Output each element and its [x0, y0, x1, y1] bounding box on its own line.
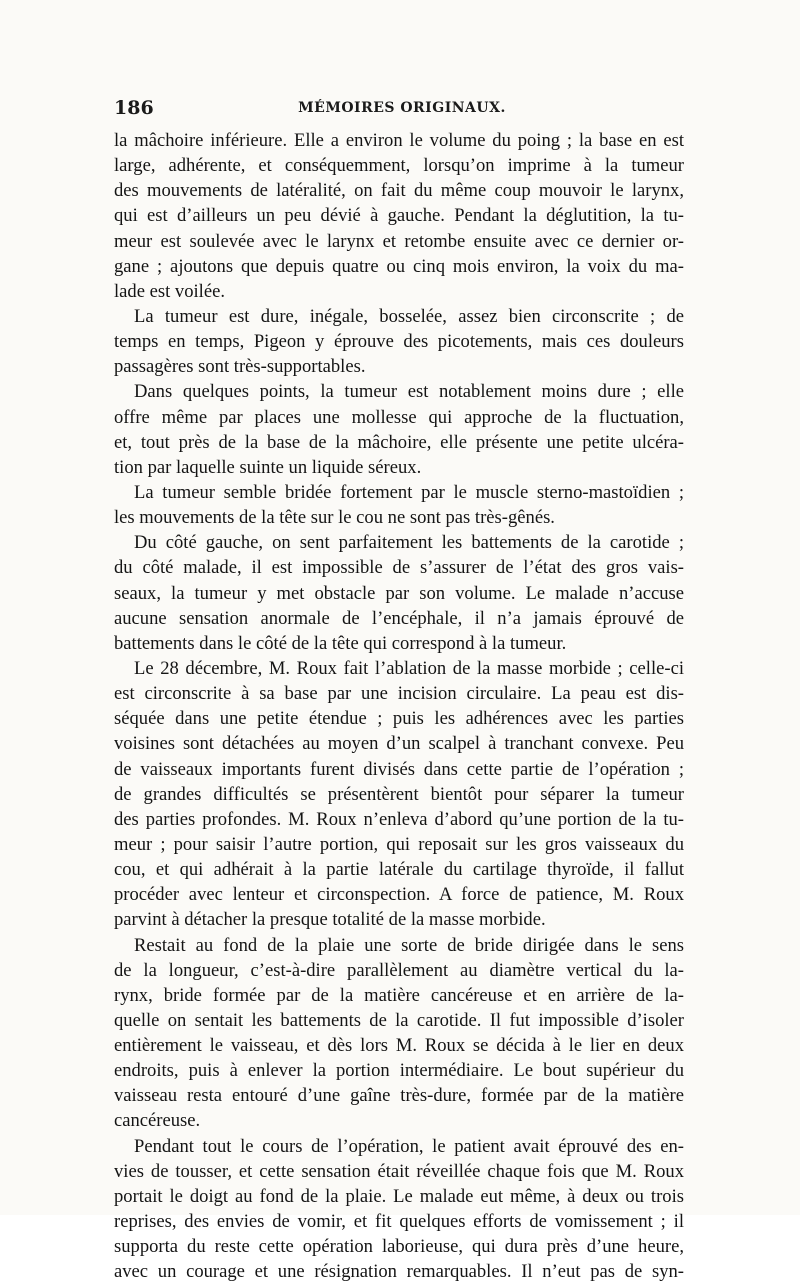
- text-line: lade est voilée.: [114, 280, 225, 302]
- text-line: Le 28 décembre, M. Roux fait l’ablation de la masse morbide ; celle-ci: [134, 657, 684, 679]
- text-line: Pendant tout le cours de l’opération, le patient avait éprouvé des en-: [134, 1135, 684, 1157]
- text-line: de grandes difficultés se présentèrent bientôt pour séparer la tumeur: [114, 783, 684, 805]
- text-line: reprises, des envies de vomir, et fit quelques efforts de vomissement ; il: [114, 1211, 684, 1233]
- text-line: large, adhérente, et conséquemment, lorsqu’on imprime à la tumeur: [114, 155, 684, 177]
- text-line: est circonscrite à sa base par une incision circulaire. La peau est dis-: [114, 683, 684, 705]
- text-line: de vaisseaux importants furent divisés dans cette partie de l’opération ;: [114, 758, 684, 780]
- text-line: temps en temps, Pigeon y éprouve des picotements, mais ces douleurs: [114, 331, 684, 353]
- text-line: cancéreuse.: [114, 1110, 201, 1132]
- text-line: meur ; pour saisir l’autre portion, qui reposait sur les gros vaisseaux du: [114, 833, 684, 855]
- text-line: Restait au fond de la plaie une sorte de bride dirigée dans le sens: [134, 934, 684, 956]
- text-line: les mouvements de la tête sur le cou ne sont pas très-gênés.: [114, 507, 555, 529]
- text-line: La tumeur semble bridée fortement par le muscle sterno-mastoïdien ;: [134, 481, 684, 503]
- text-line: et, tout près de la base de la mâchoire, elle présente une petite ulcéra-: [114, 431, 684, 453]
- text-line: du côté malade, il est impossible de s’assurer de l’état des gros vais-: [114, 557, 684, 579]
- text-line: passagères sont très-supportables.: [114, 356, 366, 378]
- text-line: procéder avec lenteur et circonspection. A force de patience, M. Roux: [114, 884, 684, 906]
- text-line: de la longueur, c’est-à-dire parallèlement au diamètre vertical du la-: [114, 959, 684, 981]
- text-line: entièrement le vaisseau, et dès lors M. Roux se décida à le lier en deux: [114, 1035, 684, 1057]
- text-line: endroits, puis à enlever la portion intermédiaire. Le bout supérieur du: [114, 1060, 684, 1082]
- text-line: voisines sont détachées au moyen d’un scalpel à tranchant convexe. Peu: [114, 733, 684, 755]
- text-line: cou, et qui adhérait à la partie latérale du cartilage thyroïde, il fallut: [114, 859, 684, 881]
- text-line: rynx, bride formée par de la matière cancéreuse et en arrière de la-: [114, 984, 684, 1006]
- text-line: la mâchoire inférieure. Elle a environ le volume du poing ; la base en est: [114, 130, 684, 151]
- text-line: des parties profondes. M. Roux n’enleva d’abord qu’une portion de la tu-: [114, 808, 684, 830]
- text-line: avec un courage et une résignation remarquables. Il n’eut pas de syn-: [114, 1261, 684, 1283]
- body-text: [114, 128, 684, 1284]
- text-line: offre même par places une mollesse qui approche de la fluctuation,: [114, 406, 684, 428]
- text-line: vaisseau resta entouré d’une gaîne très-dure, formée par de la matière: [114, 1085, 684, 1107]
- running-title: MÉMOIRES ORIGINAUX.: [298, 100, 506, 116]
- page-header: [114, 97, 690, 125]
- text-line: gane ; ajoutons que depuis quatre ou cinq mois environ, la voix du ma-: [114, 255, 684, 277]
- text-line: des mouvements de latéralité, on fait du même coup mouvoir le larynx,: [114, 180, 684, 202]
- text-line: battements dans le côté de la tête qui correspond à la tumeur.: [114, 632, 567, 654]
- text-line: séquée dans une petite étendue ; puis les adhérences avec les parties: [114, 708, 684, 730]
- text-line: Du côté gauche, on sent parfaitement les battements de la carotide ;: [134, 532, 684, 554]
- text-line: supporta du reste cette opération laborieuse, qui dura près d’une heure,: [114, 1236, 684, 1258]
- text-line: Dans quelques points, la tumeur est notablement moins dure ; elle: [134, 381, 684, 403]
- text-line: aucune sensation anormale de l’encéphale, il n’a jamais éprouvé de: [114, 607, 684, 629]
- text-line: quelle on sentait les battements de la carotide. Il fut impossible d’isoler: [114, 1009, 684, 1031]
- text-line: vies de tousser, et cette sensation était réveillée chaque fois que M. Roux: [114, 1160, 684, 1182]
- page-number: 186: [114, 97, 154, 119]
- text-line: portait le doigt au fond de la plaie. Le malade eut même, à deux ou trois: [114, 1185, 684, 1207]
- text-line: parvint à détacher la presque totalité de la masse morbide.: [114, 909, 546, 931]
- text-line: tion par laquelle suinte un liquide séreux.: [114, 456, 422, 478]
- text-line: seaux, la tumeur y met obstacle par son volume. Le malade n’accuse: [114, 582, 684, 604]
- text-line: La tumeur est dure, inégale, bosselée, assez bien circonscrite ; de: [134, 305, 684, 327]
- text-line: qui est d’ailleurs un peu dévié à gauche. Pendant la déglutition, la tu-: [114, 205, 684, 227]
- text-line: meur est soulevée avec le larynx et retombe ensuite avec ce dernier or-: [114, 230, 684, 252]
